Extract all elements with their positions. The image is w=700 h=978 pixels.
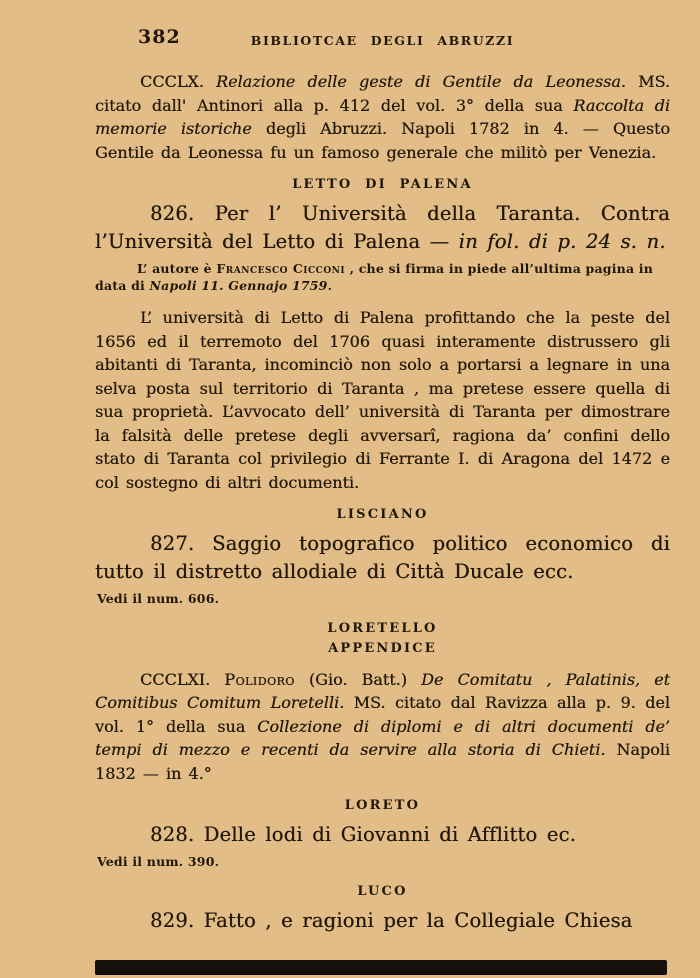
text-segment: Raccolta di memorie istoriche bbox=[95, 95, 670, 138]
text-segment: 829. Fatto , e ragioni per la Collegiale Chiesa bbox=[150, 908, 633, 932]
catalog-entry bbox=[95, 530, 670, 586]
text-segment: in fol. di p. 24 s. n. bbox=[458, 230, 666, 253]
body-paragraph bbox=[95, 306, 670, 494]
section-heading: LORETELLO bbox=[327, 620, 438, 636]
text-segment: MS. citato dal Ravizza alla p. 9. del vol. 1° della sua bbox=[95, 693, 671, 736]
catalog-entry bbox=[95, 907, 670, 935]
catalog-entry bbox=[95, 821, 670, 849]
text-segment: De Comitatu , Palatinis, et Comitibus Comitum Loretelli. bbox=[95, 669, 671, 712]
section-heading: LORETO bbox=[344, 798, 421, 813]
text-block bbox=[95, 58, 670, 935]
text-segment: L’ università di Letto di Palena profittando che la peste del 1656 ed il terremoto del 1706 quasi interamente distrussero gli abitanti di Taranta, incominciò non solo a portarsi a legnare in una selva posta sul territorio di Taranta , ma pretese essere quella di sua proprietà. L’avvocato dell’ università di Taranta per dimostrare la falsità delle pretese degli avversarî, ragiona da’ confini dello stato di Taranta col privilegio di Ferrante I. di Aragona del 1472 e col sostegno di altri documenti. bbox=[95, 308, 670, 492]
catalog-entry bbox=[95, 200, 670, 256]
section-heading: LUCO bbox=[357, 883, 408, 899]
text-segment: degli Abruzzi. Napoli 1782 in 4. — Questo Gentile da Leonessa fu un famoso generale che militò per Venezia. bbox=[95, 119, 671, 162]
text-segment: 827. Saggio topografico politico economico di tutto il distretto allodiale di Città Ducale ecc. bbox=[95, 532, 670, 583]
text-segment: MS. citato dall' Antinori alla p. 412 del vol. 3° della sua bbox=[95, 72, 670, 115]
text-segment: (Gio. Batt.) bbox=[294, 669, 422, 689]
entry-note bbox=[95, 854, 670, 871]
text-segment: Relazione delle geste di Gentile da Leonessa. bbox=[216, 72, 626, 91]
text-segment: L’ autore è bbox=[137, 261, 217, 276]
text-segment: Francesco Cicconi bbox=[216, 261, 346, 276]
section-heading: LISCIANO bbox=[336, 507, 429, 522]
bibliography-entry bbox=[95, 70, 670, 164]
page-number: 382 bbox=[138, 26, 181, 48]
text-segment: Napoli 11. Gennajo 1759. bbox=[149, 277, 333, 293]
entry-note bbox=[95, 591, 670, 608]
entry-note bbox=[95, 261, 670, 294]
section-heading: APPENDICE bbox=[328, 640, 437, 656]
scan-artifact-bar bbox=[95, 960, 667, 975]
text-segment: Collezione di diplomi e di altri documenti de’ tempi di mezzo e recenti da servire alla storia di Chieti. bbox=[95, 716, 671, 759]
section-heading: LETTO DI PALENA bbox=[292, 177, 473, 192]
text-segment: Polidoro bbox=[224, 669, 295, 689]
text-segment: Napoli 1832 — in 4.° bbox=[95, 740, 671, 783]
bibliography-entry bbox=[95, 668, 670, 786]
text-segment: Vedi il num. 390. bbox=[97, 854, 220, 869]
text-segment: CCCLX. bbox=[140, 72, 217, 91]
text-segment: 828. Delle lodi di Giovanni di Afflitto ec. bbox=[150, 823, 576, 846]
text-segment: , che si firma in piede all’ultima pagina in data di bbox=[95, 261, 654, 293]
running-head bbox=[0, 0, 700, 56]
text-segment: Vedi il num. 606. bbox=[97, 591, 220, 606]
text-segment: CCCLXI. bbox=[140, 669, 225, 689]
running-title: BIBLIOTCAE DEGLI ABRUZZI bbox=[250, 33, 515, 48]
text-segment: 826. Per l’ Università della Taranta. Contra l’Università del Letto di Palena — bbox=[95, 202, 670, 253]
